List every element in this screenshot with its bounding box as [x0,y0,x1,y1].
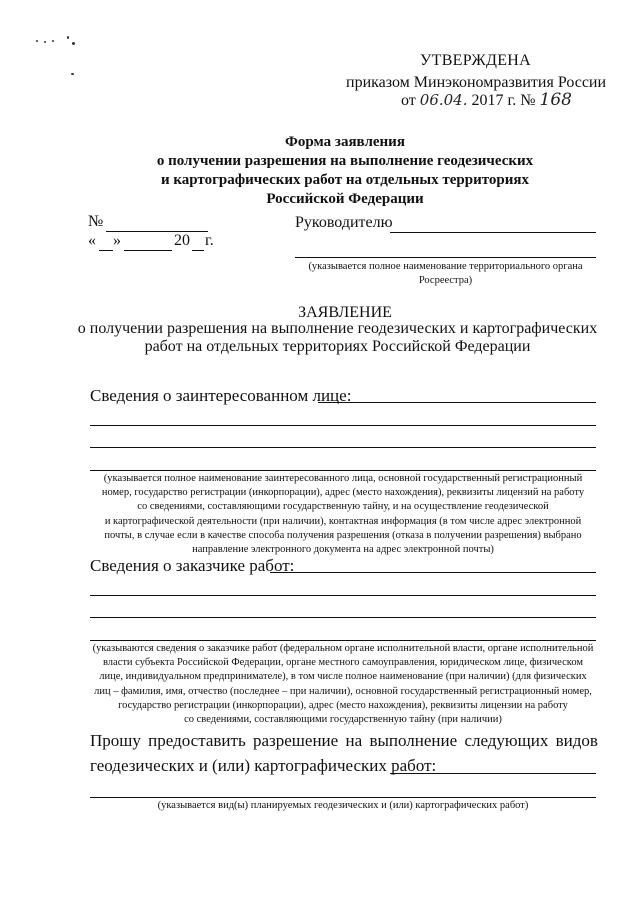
recipient-field-line[interactable] [390,232,596,233]
customer-field-line-2[interactable] [90,595,596,596]
year-field-line[interactable] [192,250,204,251]
number-field-line[interactable] [106,231,208,232]
request-line-1: Прошу предоставить разрешение на выполнение следующих видов [90,731,598,750]
customer-note: (указываются сведения о заказчике работ (федеральном органе исполнительной власти, органе исполнительной власти субъекта Российской Федерации, органе местного самоуправления, юридическом лице, физическом лице, индивидуальном предпринимателе), в том числе полное наименование (при наличии) (для физических лиц – фамилия, имя, отчество (последнее – при наличии), основной государственный регистрационный номер, государство регистрации (инкорпорации), адрес (место нахождения), реквизиты лицензии на работу со сведениями, составляющими государственную тайну (при наличии) [92,643,594,726]
form-title-line: и картографических работ на отдельных территориях [160,172,530,188]
date-close-quote: » [113,232,121,249]
form-title-line: о получении разрешения на выполнение геодезических [156,153,534,169]
recipient-note: (указывается полное наименование территориального органа Росреестра) [308,261,583,287]
day-field-line[interactable] [99,250,113,251]
approval-number-handwritten: 168 [539,90,572,110]
recipient-field-line-2[interactable] [295,257,596,258]
applicant-field-line[interactable] [318,402,596,403]
year-suffix: г. [205,232,214,249]
scan-mark [36,40,38,42]
recipient-label: Руководителю [295,214,393,231]
customer-field-line-3[interactable] [90,617,596,618]
form-title-line: Российской Федерации [266,191,424,207]
applicant-field-line-3[interactable] [90,447,596,448]
statement-subtitle: о получении разрешения на выполнение геодезических и картографических работ на отдельных территориях Российской Федерации [77,320,598,355]
statement-title: ЗАЯВЛЕНИЕ [298,304,392,321]
form-title-line: Форма заявления [285,134,405,150]
scan-mark [71,73,74,75]
approval-date-handwritten: 06.04. [419,91,468,109]
approval-order-line: приказом Минэкономразвития России [346,74,607,91]
customer-field-line-4[interactable] [90,640,596,641]
approval-year: 2017 г. № [471,92,536,109]
applicant-field-line-4[interactable] [90,470,596,471]
request-field-line[interactable] [390,773,596,774]
approval-date-line [401,90,572,110]
applicant-note: (указывается полное наименование заинтересованного лица, основной государственный регистрационный номер, государство регистрации (инкорпорации), адрес (место нахождения), реквизиты лицензий на работу со сведениями, составляющими государственную тайну, и на осуществление геодезической и картографической деятельности (при наличии), контактная информация (в том числе адрес электронной почты, в случае если в качестве способа получения разрешения (отказа в получении разрешения) выбрано направление электронного документа на адрес электронной почты) [101,473,585,556]
approval-title: УТВЕРЖДЕНА [420,52,532,69]
approval-from: от [401,92,416,109]
customer-field-line[interactable] [270,572,596,573]
applicant-field-line-2[interactable] [90,425,596,426]
form-title [0,133,640,209]
scan-mark [44,41,46,43]
month-field-line[interactable] [124,250,172,251]
request-line-2: геодезических и (или) картографических работ: [90,756,437,775]
scan-mark [67,36,69,39]
year-prefix: 20 [174,232,190,249]
customer-label: Сведения о заказчике работ: [90,556,295,575]
number-label: № [88,213,104,230]
request-field-line-2[interactable] [90,797,596,798]
scan-mark [72,42,75,45]
date-open-quote: « [88,232,96,249]
applicant-label: Сведения о заинтересованном лице: [90,386,352,405]
request-note: (указывается вид(ы) планируемых геодезических и (или) картографических работ) [157,800,529,811]
scan-mark [52,40,54,42]
